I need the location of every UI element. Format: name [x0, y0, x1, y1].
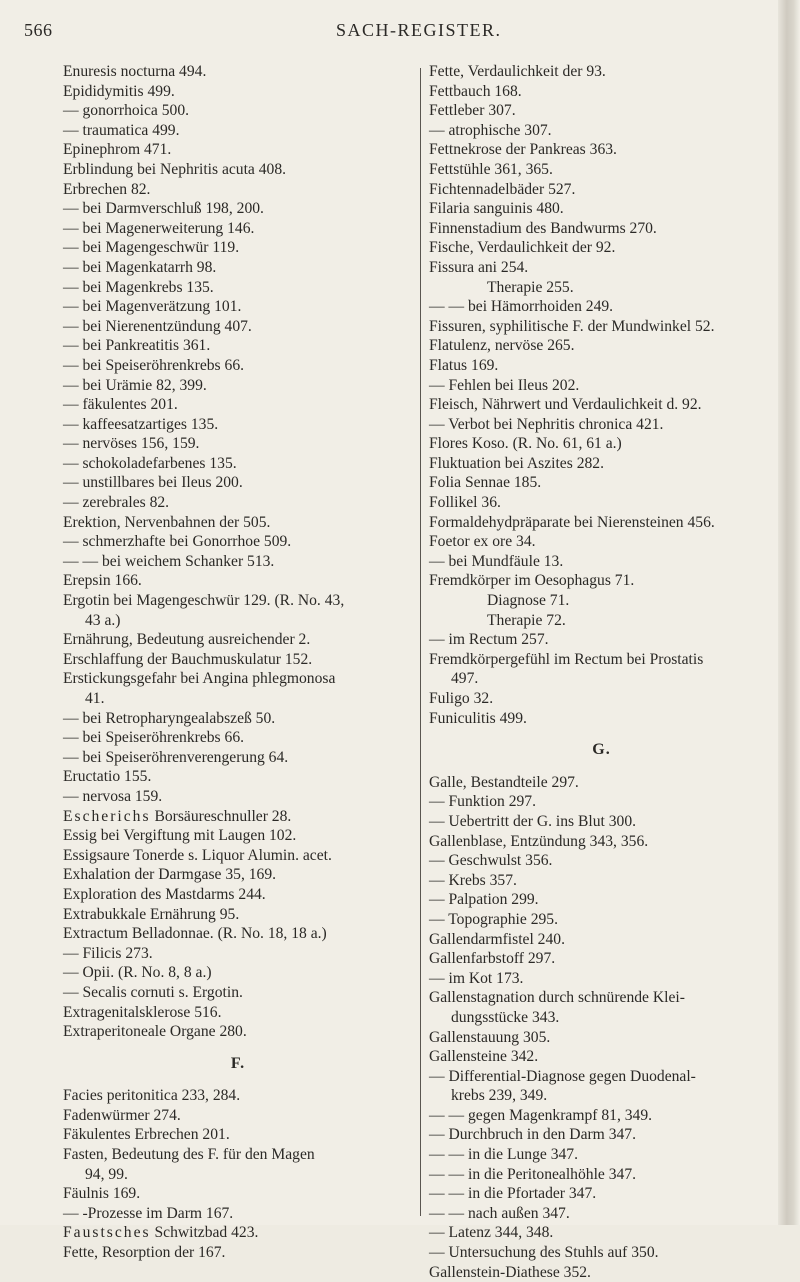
index-entry: Escherichs Borsäureschnuller 28. [63, 807, 292, 825]
index-entry: 43 a.) [85, 611, 121, 629]
index-entry: — — bei Hämorrhoiden 249. [429, 298, 614, 316]
index-entry: — bei Speiseröhrenkrebs 66. [63, 356, 245, 374]
index-entry: Filaria sanguinis 480. [429, 200, 564, 218]
index-entry: dungsstücke 343. [451, 1008, 560, 1026]
index-entry: — schmerzhafte bei Gonorrhoe 509. [63, 533, 292, 551]
index-entry: — -Prozesse im Darm 167. [63, 1204, 234, 1222]
index-entry: — im Rectum 257. [429, 631, 549, 649]
index-entry: Faustsches Schwitzbad 423. [63, 1224, 259, 1242]
index-entry: — traumatica 499. [63, 121, 180, 139]
index-entry: Flatus 169. [429, 356, 499, 374]
index-entry: — Palpation 299. [429, 891, 539, 909]
index-entry: Ernährung, Bedeutung ausreichender 2. [63, 631, 311, 649]
index-entry: — bei Magengeschwür 119. [63, 239, 240, 257]
index-entry: Fettleber 307. [429, 102, 516, 120]
index-entry: Fissuren, syphilitische F. der Mundwinkel 52. [429, 317, 715, 335]
index-entry: Enuresis nocturna 494. [63, 63, 207, 80]
index-entry: Foetor ex ore 34. [429, 533, 536, 551]
index-entry: Funiculitis 499. [429, 709, 527, 727]
index-entry: — fäkulentes 201. [63, 396, 178, 414]
column-divider [420, 68, 421, 1216]
index-entry: — Uebertritt der G. ins Blut 300. [429, 812, 637, 830]
index-entry: — — in die Pfortader 347. [429, 1185, 597, 1203]
index-entry: — bei Darmverschluß 198, 200. [63, 200, 264, 218]
index-entry: Therapie 72. [487, 611, 566, 629]
index-entry: Finnenstadium des Bandwurms 270. [429, 219, 657, 237]
index-entry: — unstillbares bei Ileus 200. [63, 474, 243, 492]
index-entry: Fadenwürmer 274. [63, 1106, 181, 1124]
index-entry: — — in die Peritonealhöhle 347. [429, 1165, 637, 1183]
index-entry: — bei Nierenentzündung 407. [63, 317, 252, 335]
index-entry: — Latenz 344, 348. [429, 1224, 554, 1242]
index-entry: Fluktuation bei Aszites 282. [429, 454, 604, 472]
index-entry: — — gegen Magenkrampf 81, 349. [429, 1106, 653, 1124]
running-title: SACH-REGISTER. [336, 20, 502, 40]
index-entry: Fichtennadelbäder 527. [429, 180, 576, 198]
index-entry: — bei Pankreatitis 361. [63, 337, 211, 355]
index-entry: — kaffeesatzartiges 135. [63, 415, 219, 433]
index-entry: — Secalis cornuti s. Ergotin. [63, 983, 243, 1001]
index-entry: Ergotin bei Magengeschwür 129. (R. No. 43, [63, 592, 345, 610]
index-entry: Formaldehydpräparate bei Nierensteinen 456. [429, 513, 715, 531]
page-edge-shadow [778, 0, 800, 1225]
index-entries-f-continued [429, 62, 774, 728]
index-entry: Extractum Belladonnae. (R. No. 18, 18 a.) [63, 925, 327, 943]
index-entry: — Durchbruch in den Darm 347. [429, 1126, 636, 1144]
index-column-right [429, 62, 774, 1282]
index-entry: Therapie 255. [487, 278, 574, 296]
index-entry: Fische, Verdaulichkeit der 92. [429, 239, 616, 257]
index-entry: Fäulnis 169. [63, 1185, 141, 1203]
index-entry: Fleisch, Nährwert und Verdaulichkeit d. 92. [429, 396, 702, 414]
index-entry: Gallenblase, Entzündung 343, 356. [429, 832, 649, 850]
index-entry: Fettnekrose der Pankreas 363. [429, 141, 617, 159]
index-entry: — bei Magenverätzung 101. [63, 298, 242, 316]
index-entry: Erbrechen 82. [63, 180, 151, 198]
index-entry: Gallenstein-Diathese 352. [429, 1263, 591, 1281]
index-entry: — Topographie 295. [429, 910, 558, 928]
index-entry: — bei Magenkrebs 135. [63, 278, 214, 296]
index-entry: Facies peritonitica 233, 284. [63, 1087, 241, 1105]
index-entry: Gallenstagnation durch schnürende Klei- [429, 989, 685, 1007]
index-entry: Fette, Verdaulichkeit der 93. [429, 63, 606, 80]
index-entry: Folia Sennae 185. [429, 474, 542, 492]
index-entry: — Untersuchung des Stuhls auf 350. [429, 1244, 659, 1262]
index-entry: — Verbot bei Nephritis chronica 421. [429, 415, 664, 433]
page-header [0, 20, 800, 44]
index-entry: Flatulenz, nervöse 265. [429, 337, 575, 355]
index-entry: Gallendarmfistel 240. [429, 930, 565, 948]
index-entry: Epinephrom 471. [63, 141, 172, 159]
index-entry: 41. [85, 690, 105, 707]
index-entry: — nervosa 159. [63, 787, 163, 805]
index-entry: Gallensteine 342. [429, 1048, 539, 1066]
index-entry: krebs 239, 349. [451, 1087, 548, 1105]
index-entry: — Filicis 273. [63, 944, 153, 962]
index-entry: — bei Retropharyngealabszeß 50. [63, 709, 276, 727]
index-entry: — bei Magenkatarrh 98. [63, 258, 217, 276]
index-entry: Gallenfarbstoff 297. [429, 950, 556, 968]
section-letter-f: F. [230, 1054, 246, 1072]
index-entry: — gonorrhoica 500. [63, 102, 190, 120]
index-entry: Fissura ani 254. [429, 258, 529, 276]
index-entry: — bei Speiseröhrenkrebs 66. [63, 729, 245, 747]
index-entry: — bei Urämie 82, 399. [63, 376, 207, 394]
index-entry: — Geschwulst 356. [429, 852, 553, 870]
index-entry: Fremdkörpergefühl im Rectum bei Prostatis [429, 650, 704, 668]
index-entry: — Fehlen bei Ileus 202. [429, 376, 580, 394]
index-entry: — — bei weichem Schanker 513. [63, 552, 275, 570]
index-entry: — bei Speiseröhrenverengerung 64. [63, 748, 289, 766]
index-entry: Fettstühle 361, 365. [429, 160, 553, 178]
index-entry: — bei Mundfäule 13. [429, 552, 564, 570]
index-entry: Essig bei Vergiftung mit Laugen 102. [63, 827, 297, 845]
index-entry: Diagnose 71. [487, 592, 570, 610]
index-entry: 94, 99. [85, 1165, 128, 1183]
index-entry: Extragenitalsklerose 516. [63, 1003, 222, 1021]
index-entry-eponym: Escherichs [63, 807, 151, 825]
index-entry: Gallenstauung 305. [429, 1028, 551, 1046]
index-entry: Eructatio 155. [63, 768, 152, 786]
index-entries-g [429, 773, 774, 1282]
index-entry: Fasten, Bedeutung des F. für den Magen [63, 1146, 315, 1164]
index-entries-f [63, 1086, 413, 1262]
index-entry: Fuligo 32. [429, 690, 494, 707]
index-entry: — Differential-Diagnose gegen Duodenal- [429, 1067, 696, 1085]
index-entry: Fremdkörper im Oesophagus 71. [429, 572, 635, 590]
index-entry: Follikel 36. [429, 494, 501, 512]
index-entry: Epididymitis 499. [63, 82, 175, 100]
index-entry: Exploration des Mastdarms 244. [63, 885, 266, 903]
index-entry: Erschlaffung der Bauchmuskulatur 152. [63, 650, 313, 668]
index-entry: Fäkulentes Erbrechen 201. [63, 1126, 230, 1144]
index-entry: Fettbauch 168. [429, 82, 522, 100]
index-entry: Extrabukkale Ernährung 95. [63, 905, 240, 923]
index-entry: — — nach außen 347. [429, 1204, 570, 1222]
index-entry: — zerebrales 82. [63, 494, 170, 512]
index-column-left [63, 62, 413, 1263]
index-entry: — nervöses 156, 159. [63, 435, 200, 453]
index-entry: Extraperitoneale Organe 280. [63, 1023, 247, 1041]
page-number: 566 [24, 20, 53, 40]
index-entry: — schokoladefarbenes 135. [63, 454, 237, 472]
index-entry: Erepsin 166. [63, 572, 142, 590]
index-entry: 497. [451, 670, 479, 688]
index-entry: Erstickungsgefahr bei Angina phlegmonosa [63, 670, 336, 688]
section-letter-g: G. [592, 741, 611, 759]
index-entry: Erektion, Nervenbahnen der 505. [63, 513, 271, 531]
index-entry: — Krebs 357. [429, 871, 517, 889]
index-entry: — Opii. (R. No. 8, 8 a.) [63, 964, 212, 982]
index-entry: — im Kot 173. [429, 969, 524, 987]
index-entry: Exhalation der Darmgase 35, 169. [63, 866, 277, 884]
index-entry-eponym: Faustsches [63, 1224, 151, 1242]
index-entry: — bei Magenerweiterung 146. [63, 219, 255, 237]
index-entry: — — in die Lunge 347. [429, 1146, 578, 1164]
index-entry: Fette, Resorption der 167. [63, 1244, 226, 1262]
index-entry: Erblindung bei Nephritis acuta 408. [63, 160, 287, 178]
index-entry: Essigsaure Tonerde s. Liquor Alumin. acet. [63, 846, 332, 864]
index-entry: Flores Koso. (R. No. 61, 61 a.) [429, 435, 622, 453]
index-entry: — atrophische 307. [429, 121, 552, 139]
index-entry: Galle, Bestandteile 297. [429, 773, 579, 791]
index-entries-e [63, 62, 413, 1042]
index-entry: — Funktion 297. [429, 793, 537, 811]
